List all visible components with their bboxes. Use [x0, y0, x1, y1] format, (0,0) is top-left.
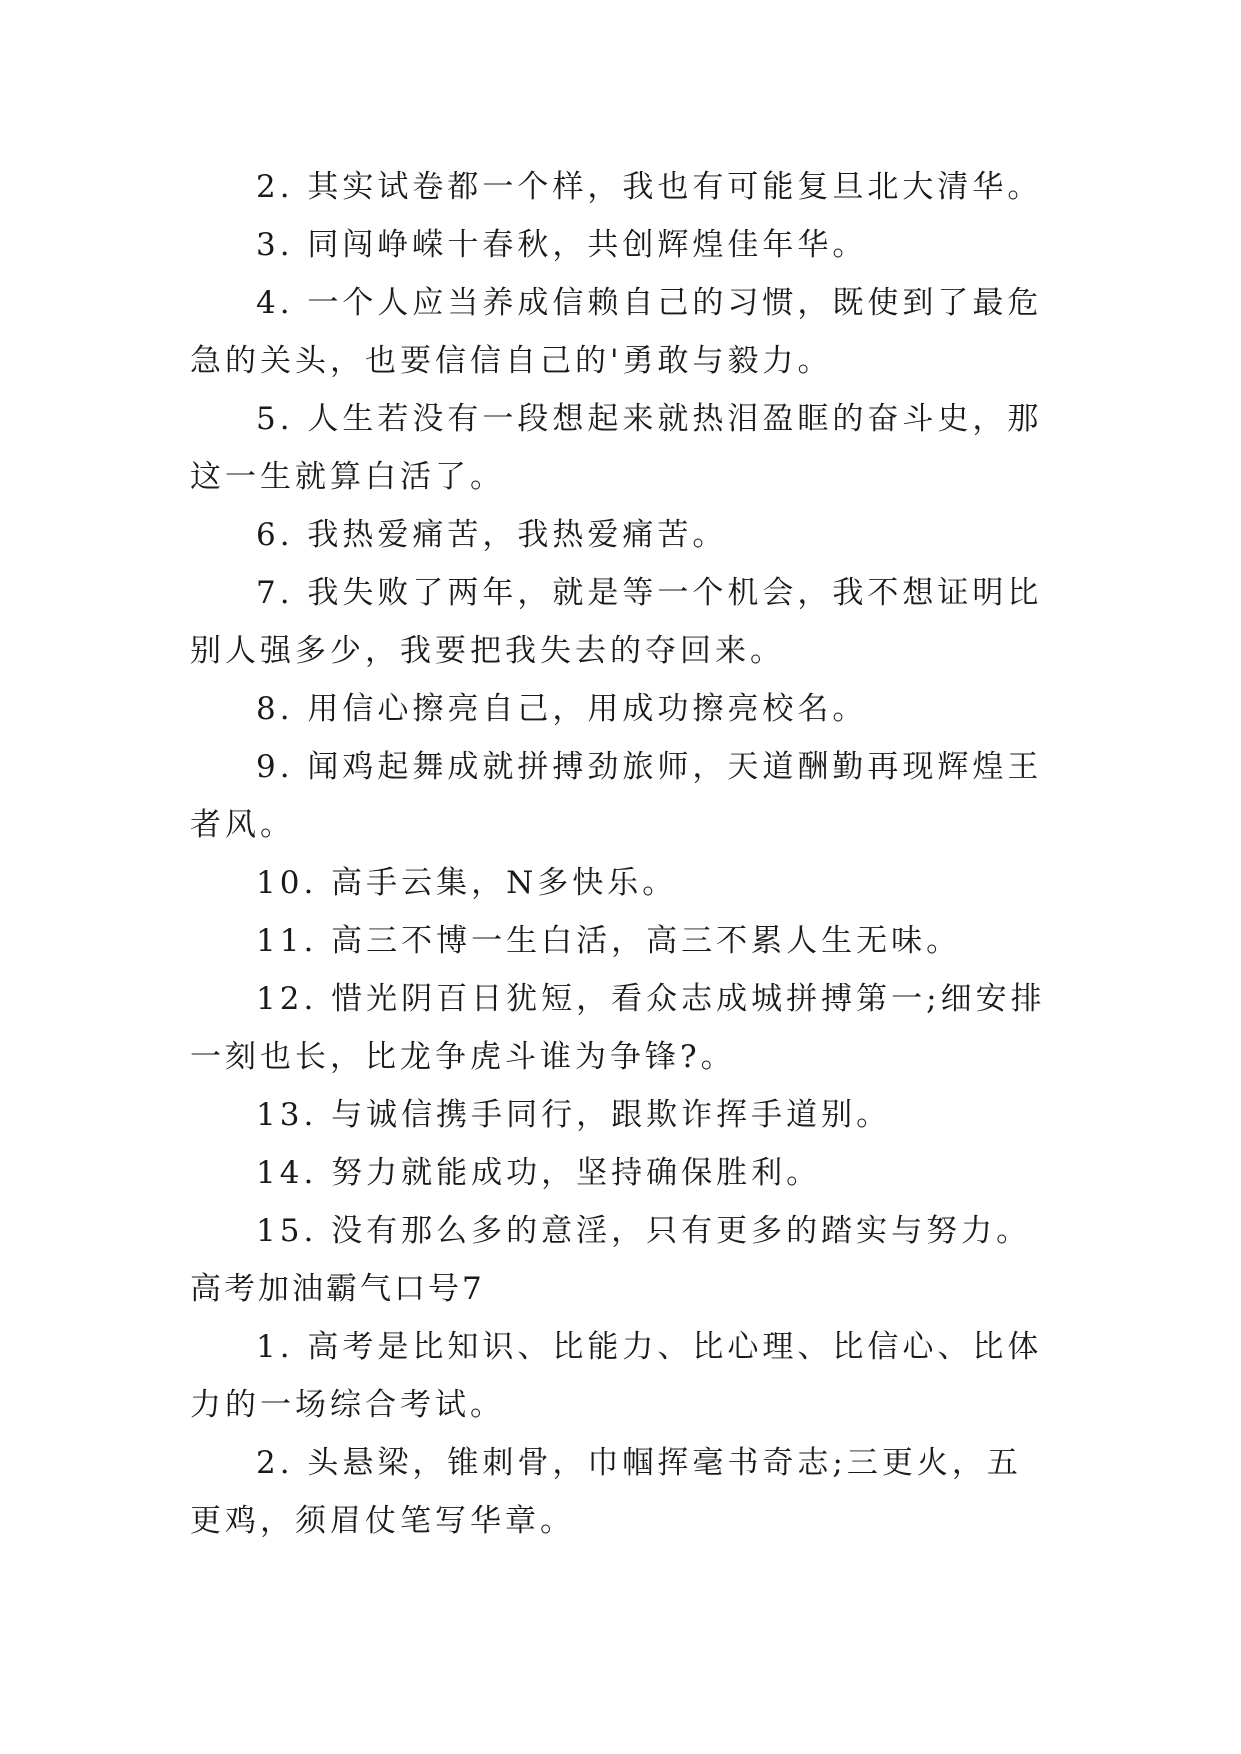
list-item: 1. 高考是比知识、比能力、比心理、比信心、比体力的一场综合考试。: [190, 1329, 1043, 1423]
list-item: 8. 用信心擦亮自己，用成功擦亮校名。: [256, 691, 868, 727]
list-item: 4. 一个人应当养成信赖自己的习惯，既使到了最危急的关头，也要信信自己的'勇敢与毅力。: [190, 285, 1043, 379]
list-item: 3. 同闯峥嵘十春秋，共创辉煌佳年华。: [256, 227, 868, 263]
list-item: 11. 高三不博一生白活，高三不累人生无味。: [256, 923, 962, 959]
list-item: 7. 我失败了两年，就是等一个机会，我不想证明比别人强多少，我要把我失去的夺回来。: [190, 575, 1043, 669]
list-item: 14. 努力就能成功，坚持确保胜利。: [256, 1155, 822, 1191]
list-item: 10. 高手云集，N多快乐。: [256, 865, 678, 901]
list-item: 15. 没有那么多的意淫，只有更多的踏实与努力。: [256, 1213, 1032, 1249]
list-item: 5. 人生若没有一段想起来就热泪盈眶的奋斗史，那这一生就算白活了。: [190, 401, 1043, 495]
list-item: 2. 头悬梁，锥刺骨，巾帼挥毫书奇志;三更火，五更鸡，须眉仗笔写华章。: [190, 1445, 1022, 1539]
list-item: 2. 其实试卷都一个样，我也有可能复旦北大清华。: [256, 169, 1043, 205]
list-item: 12. 惜光阴百日犹短，看众志成城拼搏第一;细安排一刻也长，比龙争虎斗谁为争锋?。: [190, 981, 1046, 1075]
document-body: [190, 158, 1050, 1550]
section-heading: 高考加油霸气口号7: [190, 1271, 485, 1307]
list-item: 13. 与诚信携手同行，跟欺诈挥手道别。: [256, 1097, 892, 1133]
list-item: 9. 闻鸡起舞成就拼搏劲旅师，天道酬勤再现辉煌王者风。: [190, 749, 1043, 843]
list-item: 6. 我热爱痛苦，我热爱痛苦。: [256, 517, 728, 553]
